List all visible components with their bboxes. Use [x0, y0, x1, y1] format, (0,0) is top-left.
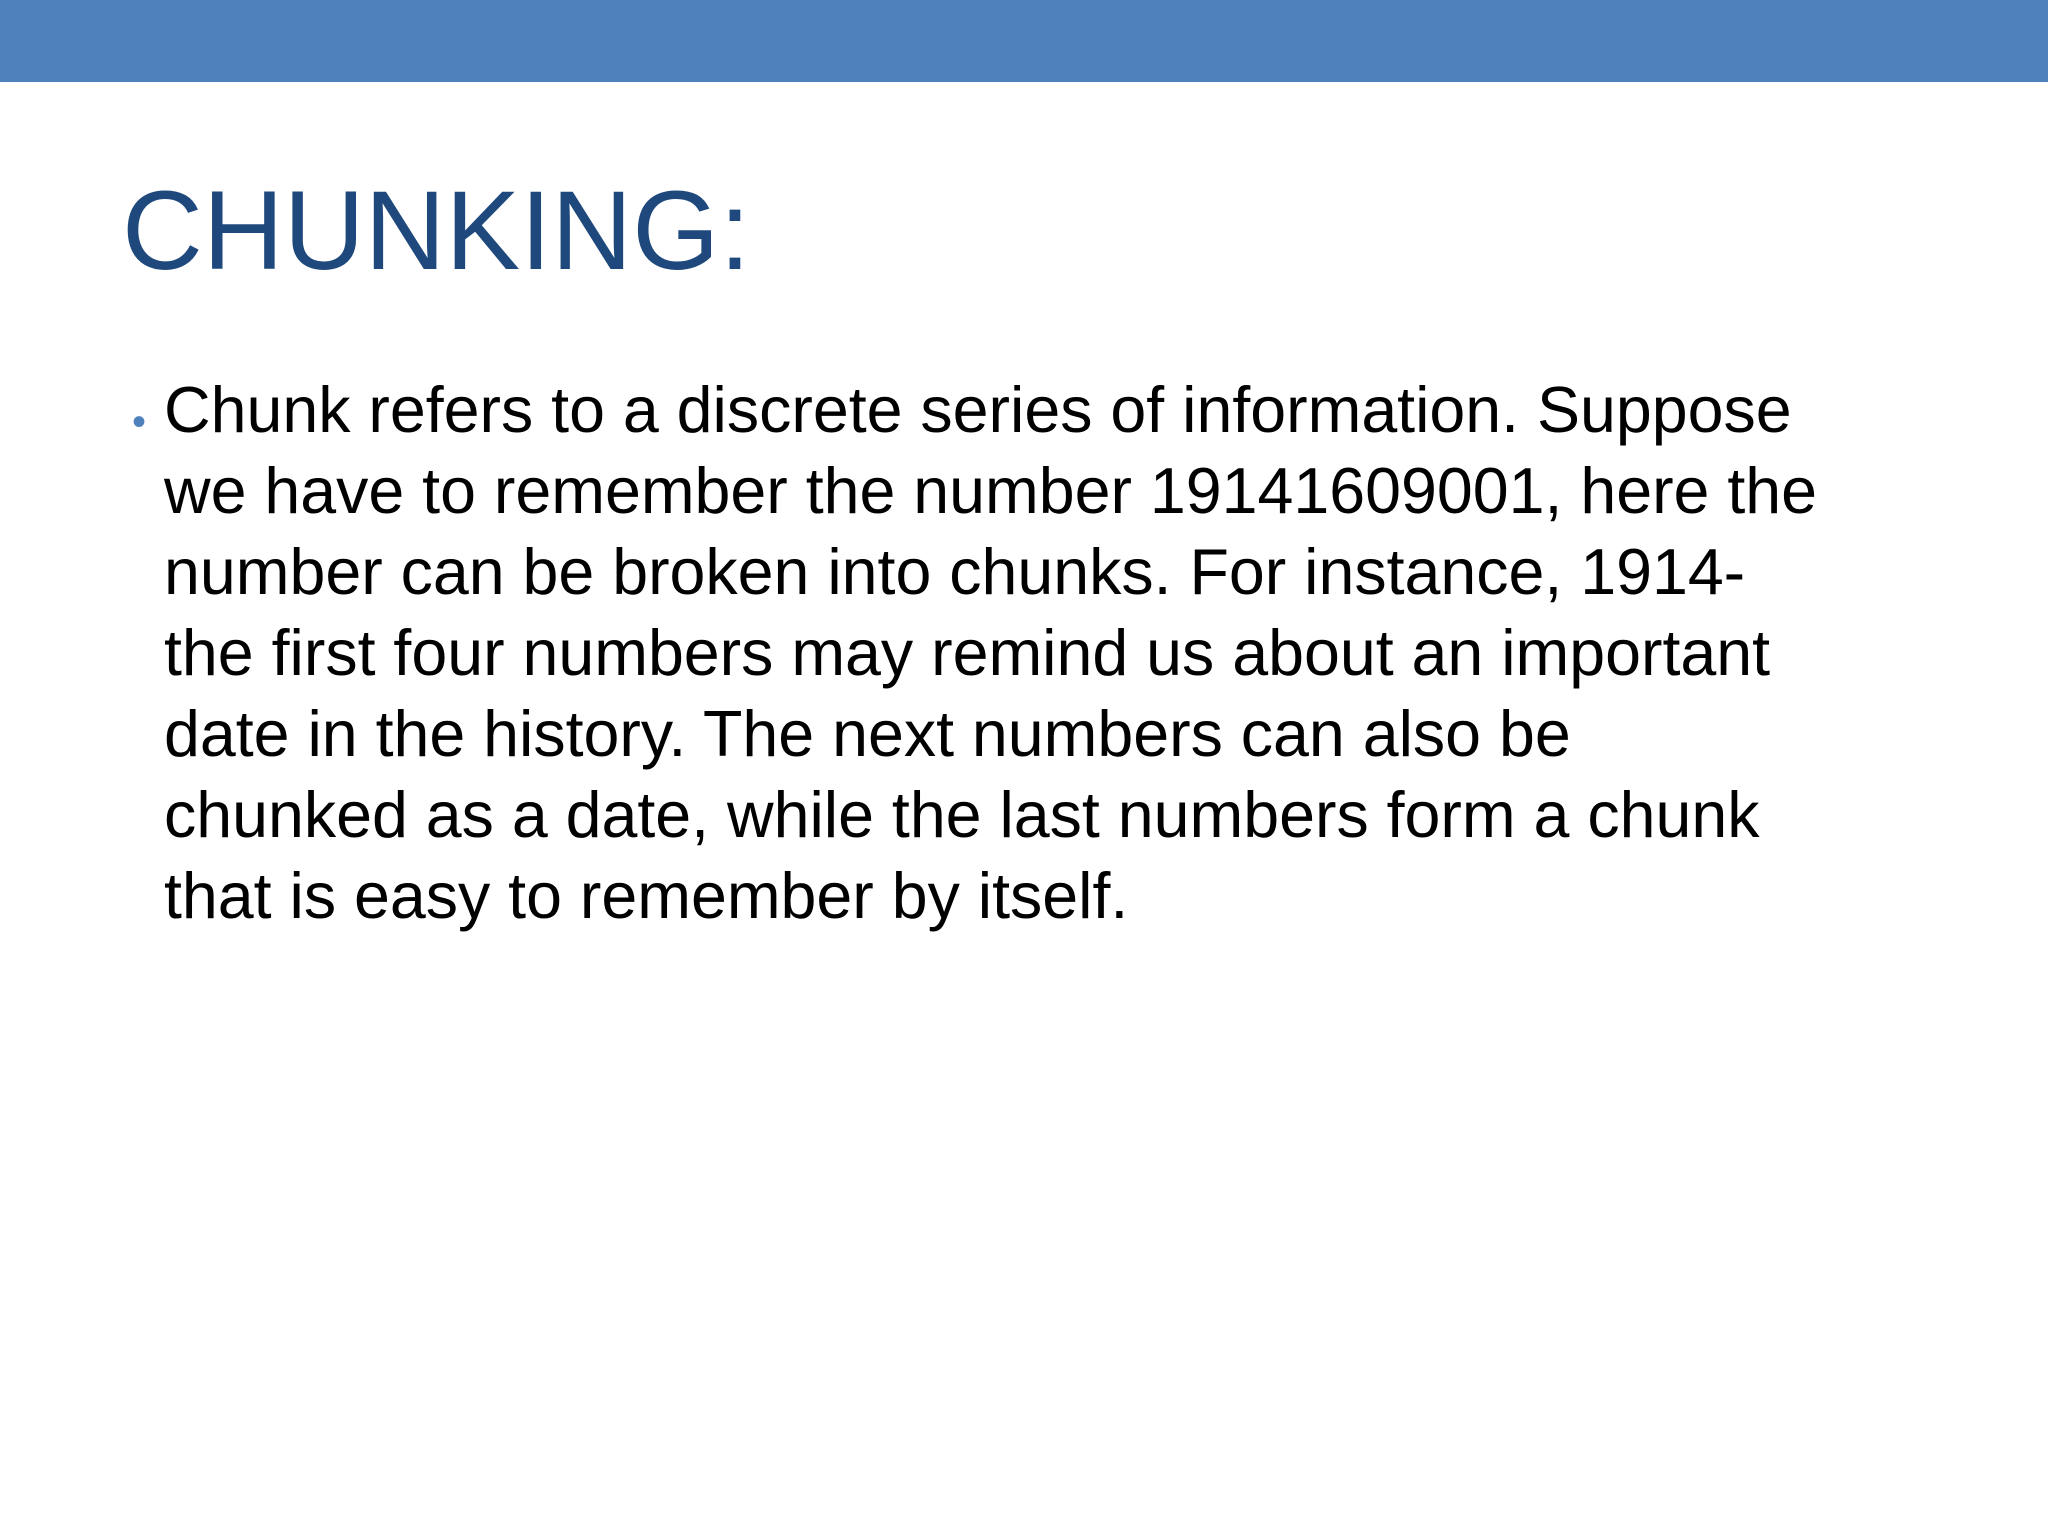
bullet-item — [124, 370, 1944, 937]
bullet-text-line: date in the history. The next numbers can also be — [164, 698, 1571, 770]
bullet-dot-icon: • — [132, 400, 147, 444]
slide-title: CHUNKING: — [122, 168, 751, 293]
bullet-text-line: we have to remember the number 19141609001, here the — [164, 455, 1818, 527]
top-accent-bar — [0, 0, 2048, 82]
bullet-list — [124, 370, 1944, 937]
bullet-text-line: number can be broken into chunks. For instance, 1914- — [164, 536, 1746, 608]
bullet-text-line: the first four numbers may remind us about an important — [164, 617, 1771, 689]
bullet-text-line: that is easy to remember by itself. — [164, 860, 1129, 932]
bullet-text — [164, 370, 1944, 937]
bullet-text-line: chunked as a date, while the last numbers form a chunk — [164, 779, 1760, 851]
bullet-text-line: Chunk refers to a discrete series of information. Suppose — [164, 374, 1792, 446]
